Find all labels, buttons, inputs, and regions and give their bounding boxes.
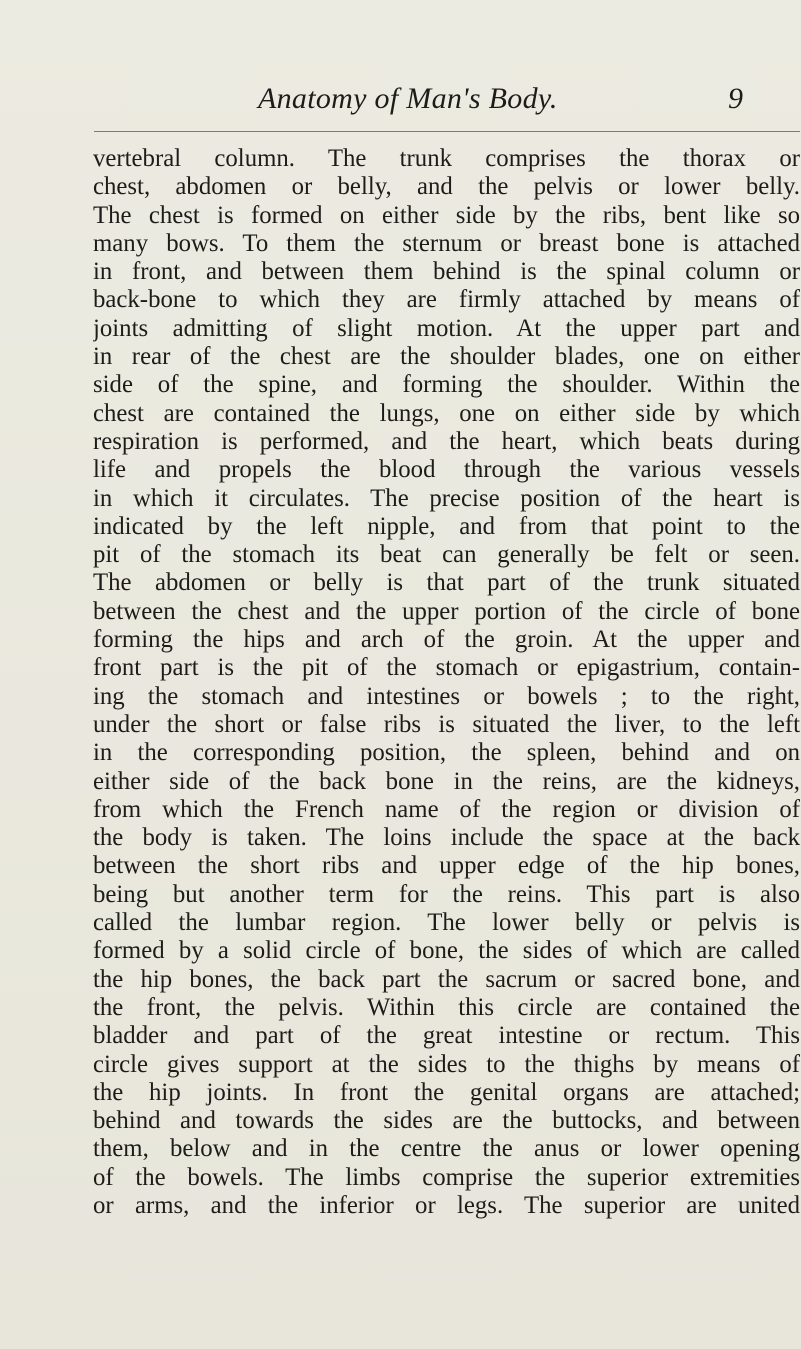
text-line: pit of the stomach its beat can generally be felt or seen. [93, 541, 800, 569]
text-line: side of the spine, and forming the shoulder. Within the [93, 371, 800, 399]
text-line: joints admitting of slight motion. At the upper part and [93, 314, 800, 342]
text-line: chest are contained the lungs, one on either side by which [93, 399, 800, 427]
text-line: The abdomen or belly is that part of the trunk situated [93, 569, 800, 597]
text-line: under the short or false ribs is situated the liver, to the left [93, 710, 800, 738]
text-line: forming the hips and arch of the groin. At the upper and [93, 626, 800, 654]
text-line: indicated by the left nipple, and from that point to the [93, 512, 800, 540]
text-line: vertebral column. The trunk comprises the thorax or [93, 145, 800, 172]
body-text [93, 145, 800, 1220]
text-line: bladder and part of the great intestine or rectum. This [93, 1022, 800, 1050]
text-line: chest, abdomen or belly, and the pelvis or lower belly. [93, 173, 800, 201]
running-title: Anatomy of Man's Body. [258, 82, 558, 115]
text-line: between the short ribs and upper edge of the hip bones, [93, 852, 800, 880]
text-line: being but another term for the reins. This part is also [93, 880, 800, 908]
text-line: or arms, and the inferior or legs. The superior are united [93, 1191, 800, 1219]
text-line: between the chest and the upper portion of the circle of bone [93, 597, 800, 625]
text-line: behind and towards the sides are the buttocks, and between [93, 1107, 800, 1135]
text-line: ing the stomach and intestines or bowels ; to the right, [93, 682, 800, 710]
text-line: many bows. To them the sternum or breast bone is attached [93, 229, 800, 257]
header-rule [94, 131, 800, 132]
text-line: respiration is performed, and the heart, which beats during [93, 427, 800, 455]
text-line: called the lumbar region. The lower belly or pelvis is [93, 909, 800, 937]
text-line: the front, the pelvis. Within this circle are contained the [93, 993, 800, 1021]
text-line: the hip joints. In front the genital organs are attached; [93, 1078, 800, 1106]
text-line: in front, and between them behind is the spinal column or [93, 258, 800, 286]
text-line: either side of the back bone in the reins, are the kidneys, [93, 767, 800, 795]
text-line: of the bowels. The limbs comprise the superior extremities [93, 1163, 800, 1191]
text-line: front part is the pit of the stomach or epigastrium, contain- [93, 654, 800, 682]
text-line: in the corresponding position, the spleen, behind and on [93, 739, 800, 767]
page-number: 9 [728, 82, 743, 115]
text-line: formed by a solid circle of bone, the sides of which are called [93, 937, 800, 965]
text-line: in rear of the chest are the shoulder blades, one on either [93, 343, 800, 371]
text-line: them, below and in the centre the anus or lower opening [93, 1135, 800, 1163]
text-line: in which it circulates. The precise position of the heart is [93, 484, 800, 512]
text-line: from which the French name of the region or division of [93, 795, 800, 823]
text-line: the body is taken. The loins include the space at the back [93, 824, 800, 852]
text-line: back-bone to which they are firmly attached by means of [93, 286, 800, 314]
text-line: the hip bones, the back part the sacrum or sacred bone, and [93, 965, 800, 993]
text-line: life and propels the blood through the various vessels [93, 456, 800, 484]
text-line: circle gives support at the sides to the thighs by means of [93, 1050, 800, 1078]
text-line: The chest is formed on either side by the ribs, bent like so [93, 201, 800, 229]
